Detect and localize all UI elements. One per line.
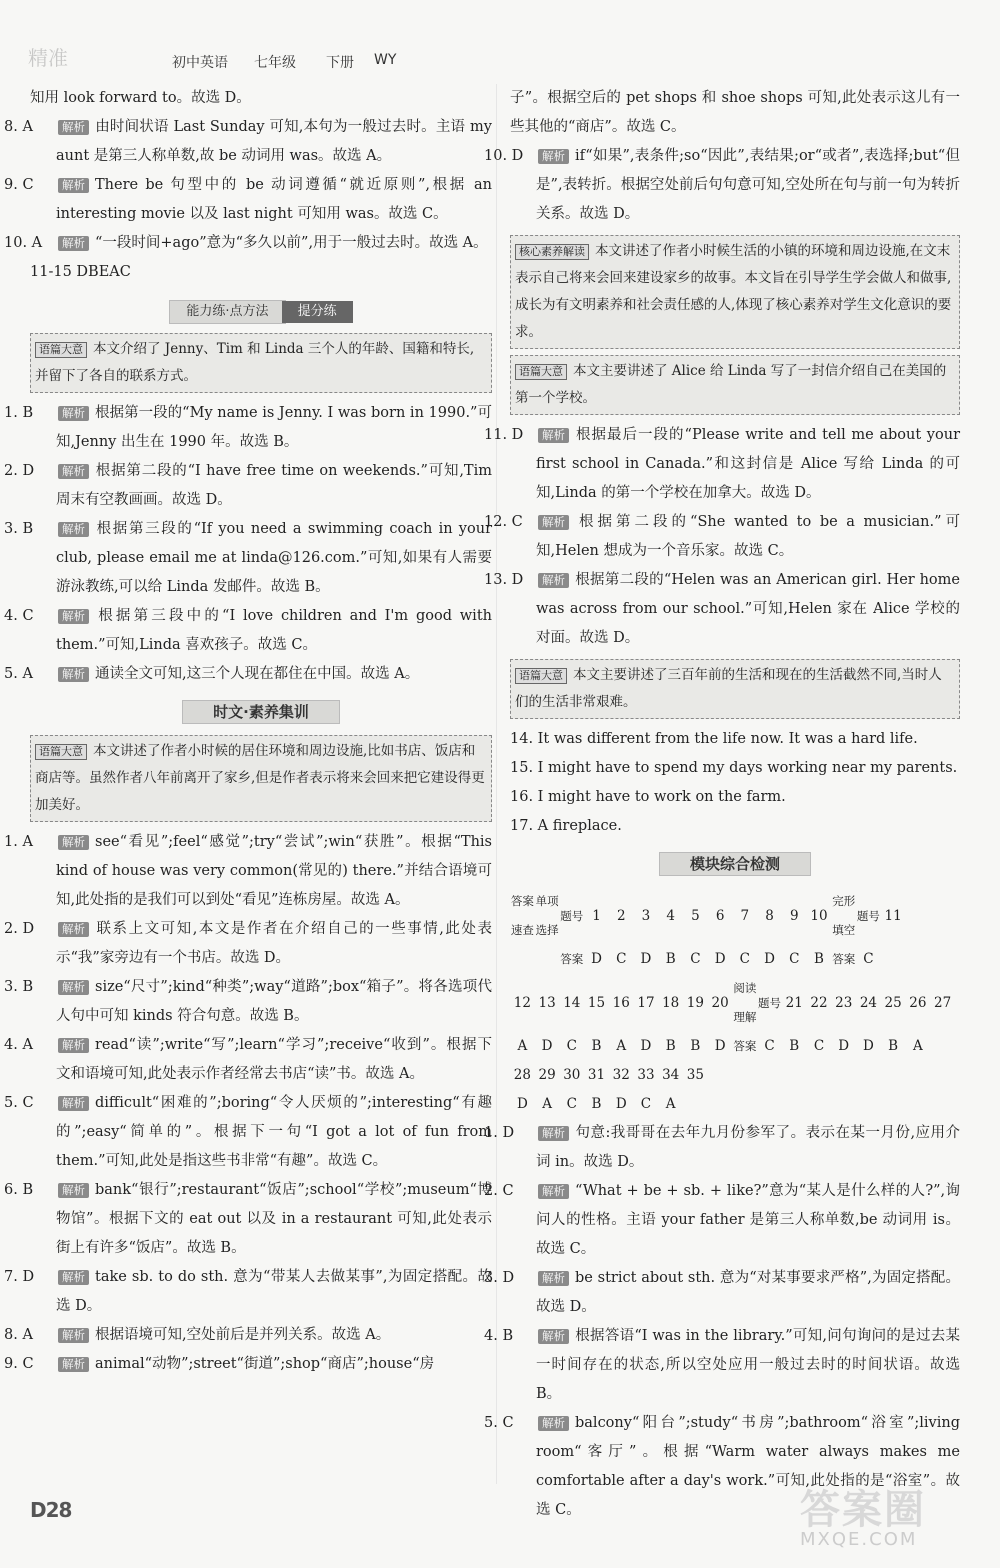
analysis-tag: 解析 bbox=[58, 1357, 89, 1372]
table-cell: A bbox=[542, 1096, 552, 1112]
table-cell: B bbox=[814, 951, 824, 967]
answer-number: 12. C bbox=[484, 514, 523, 530]
summary-text: 本文讲述了作者小时候的居住环境和周边设施,比如书店、饭店和商店等。虽然作者八年前离开了家乡,但是作者表示将来会回来把它建设得更加美好。 bbox=[35, 743, 485, 813]
table-cell: 16 bbox=[612, 994, 630, 1011]
table-cell: 5 bbox=[691, 907, 700, 924]
table-cell: 22 bbox=[810, 994, 828, 1011]
table-cell: B bbox=[665, 951, 676, 967]
table-cell: 27 bbox=[934, 994, 952, 1011]
section-banner-reading bbox=[30, 699, 492, 725]
table-cell: 15 bbox=[587, 994, 606, 1011]
answer-text: 根据语境可知,空处前后是并列关系。故选 A。 bbox=[95, 1327, 391, 1343]
answer-text: 子”。根据空后的 pet shops 和 shoe shops 可知,此处表示这儿有一些其他的“商店”。故选 C。 bbox=[510, 90, 960, 135]
table-cell: D bbox=[640, 951, 652, 967]
table-cell: B bbox=[591, 1096, 602, 1112]
answer-number: 8. A bbox=[4, 1327, 33, 1343]
analysis-tag: 解析 bbox=[58, 1096, 89, 1111]
answer-number: 5. C bbox=[4, 1095, 34, 1111]
table-cell: C bbox=[566, 1038, 577, 1054]
table-row bbox=[510, 887, 955, 945]
answer-item bbox=[30, 258, 492, 287]
answer-text: bank“银行”;restaurant“饭店”;school“学校”;museum“博物馆”。根据下文的 eat out 以及 in a restaurant 可知,此处表示街上有许多“饭店”。故选 B。 bbox=[56, 1182, 492, 1256]
answer-text: animal“动物”;street“街道”;shop“商店”;house“房 bbox=[95, 1356, 435, 1372]
answer-item bbox=[4, 1350, 492, 1379]
table-cell: 10 bbox=[810, 907, 828, 924]
table-cell: 8 bbox=[765, 907, 774, 924]
banner-label: 时文·素养集训 bbox=[182, 700, 340, 724]
answer-text: 句意:我哥哥在去年九月份参军了。表示在某一月份,应用介词 in。故选 D。 bbox=[536, 1125, 960, 1170]
answer-number: 11. D bbox=[484, 427, 524, 443]
answer-text: be strict about sth. 意为“对某事要求严格”,为固定搭配。故选 D。 bbox=[536, 1270, 960, 1315]
answer-number: 6. B bbox=[4, 1182, 34, 1198]
table-cell: 9 bbox=[789, 907, 799, 924]
answer-text: 知用 look forward to。故选 D。 bbox=[30, 90, 251, 106]
answer-text: 根据答语“I was in the library.”可知,问句询问的是过去某一时间存在的状态,所以空处应用一般过去时的时间状语。故选 B。 bbox=[536, 1328, 960, 1402]
table-cell: B bbox=[789, 1038, 800, 1054]
answer-item bbox=[484, 508, 960, 566]
table-cell: 31 bbox=[587, 1067, 606, 1083]
answer-item bbox=[4, 1176, 492, 1263]
analysis-tag: 解析 bbox=[538, 1184, 569, 1199]
analysis-tag: 解析 bbox=[58, 120, 89, 135]
table-cell: 19 bbox=[686, 994, 704, 1011]
table-cell: B bbox=[690, 1038, 701, 1054]
answer-text: take sb. to do sth. 意为“带某人去做某事”,为固定搭配。故选 D。 bbox=[56, 1269, 492, 1314]
banner-label: 能力练·点方法 bbox=[169, 300, 285, 324]
summary-box bbox=[30, 333, 492, 393]
table-cell: C bbox=[690, 951, 701, 967]
answer-item bbox=[4, 457, 492, 515]
answer-text: There be 句型中的 be 动词遵循“就近原则”,根据 an interesting movie 以及 last night 可知用 was。故选 C。 bbox=[56, 177, 492, 222]
answer-item bbox=[484, 566, 960, 653]
analysis-tag: 解析 bbox=[58, 522, 89, 537]
answer-item bbox=[4, 515, 492, 602]
analysis-tag: 解析 bbox=[58, 609, 89, 624]
header-subject: 初中英语 bbox=[172, 55, 228, 71]
analysis-tag: 解析 bbox=[58, 980, 89, 995]
summary-label: 语篇大意 bbox=[35, 744, 87, 760]
summary-box bbox=[510, 355, 960, 415]
table-cell: 23 bbox=[835, 994, 853, 1011]
left-top-answers bbox=[4, 84, 492, 287]
section-banner-module-test bbox=[510, 851, 960, 877]
table-cell bbox=[535, 945, 560, 974]
answer-item bbox=[484, 421, 960, 508]
analysis-tag: 解析 bbox=[538, 428, 569, 443]
table-cell: D bbox=[591, 951, 602, 967]
analysis-tag: 解析 bbox=[538, 149, 569, 164]
summary-label: 语篇大意 bbox=[515, 668, 567, 684]
right-column bbox=[484, 84, 960, 1525]
table-cell: 17 bbox=[637, 994, 655, 1011]
analysis-tag: 解析 bbox=[58, 236, 89, 251]
answer-item bbox=[484, 142, 960, 229]
literacy-text: 本文讲述了作者小时候生活的小镇的环境和周边设施,在文末表示自己将来会回来建设家乡的故事。本文旨在引导学生学会做人和做事,成长为有文明素养和社会责任感的人,体现了核心素养对学生文化意识的要求。 bbox=[515, 243, 952, 340]
table-cell: A bbox=[616, 1038, 627, 1054]
answer-number: 1. D bbox=[484, 1125, 515, 1141]
answer-text: “一段时间+ago”意为“多久以前”,用于一般过去时。故选 A。 bbox=[95, 235, 488, 251]
summary-text: 本文主要讲述了三百年前的生活和现在的生活截然不同,当时人们的生活非常艰难。 bbox=[515, 667, 942, 710]
answer-item bbox=[4, 915, 492, 973]
analysis-tag: 解析 bbox=[538, 1126, 569, 1141]
answer-number: 1. B bbox=[4, 405, 34, 421]
table-cell: 11 bbox=[884, 907, 902, 924]
table-cell: 18 bbox=[662, 994, 680, 1011]
summary-box bbox=[30, 735, 492, 822]
answer-text: size“尺寸”;kind“种类”;way“道路”;box“箱子”。将各选项代人句中可知 kinds 符合句意。故选 B。 bbox=[56, 979, 492, 1024]
table-cell: D bbox=[863, 1038, 874, 1054]
answer-item bbox=[4, 399, 492, 457]
section-banner-ability bbox=[30, 297, 492, 323]
answer-item bbox=[4, 828, 492, 915]
answer-text: 联系上文可知,本文是作者在介绍自己的一些事情,此处表示“我”家旁边有一个书店。故选 D。 bbox=[56, 921, 492, 966]
series-logo: 精准 bbox=[28, 46, 68, 70]
table-cell: 完形填空 bbox=[832, 894, 856, 937]
answer-number: 13. D bbox=[484, 572, 524, 588]
analysis-tag: 解析 bbox=[58, 1183, 89, 1198]
answer-number: 5. C bbox=[484, 1415, 514, 1431]
watermark-url: MXQE.COM bbox=[800, 1529, 918, 1550]
table-cell: 21 bbox=[785, 994, 803, 1011]
answer-number: 10. D bbox=[484, 148, 524, 164]
analysis-tag: 解析 bbox=[58, 406, 89, 421]
analysis-tag: 解析 bbox=[538, 515, 569, 530]
answer-item bbox=[4, 113, 492, 171]
table-row bbox=[510, 1061, 955, 1090]
analysis-tag: 解析 bbox=[58, 1270, 89, 1285]
table-cell: 33 bbox=[637, 1067, 655, 1083]
answer-item bbox=[484, 1177, 960, 1264]
answer-number: 3. B bbox=[4, 521, 34, 537]
analysis-tag: 解析 bbox=[58, 1328, 89, 1343]
answer-number: 9. C bbox=[4, 177, 34, 193]
answer-text: balcony“阳台”;study“书房”;bathroom“浴室”;living room“客厅”。根据“Warm water always makes me comfortable after a day's work.”可知,此处指的是“浴室”。故选 C。 bbox=[536, 1415, 960, 1518]
table-cell: 2 bbox=[616, 907, 626, 924]
table-row bbox=[510, 945, 955, 974]
answer-text: if“如果”,表条件;so“因此”,表结果;or“或者”,表选择;but“但是”,表转折。根据空处前后句句意可知,空处所在句与前一句为转折关系。故选 D。 bbox=[536, 148, 960, 222]
header-edition: WY bbox=[374, 52, 397, 68]
answer-text: 根据第二段的“I have free time on weekends.”可知,Tim 周末有空教画画。故选 D。 bbox=[56, 463, 492, 508]
table-cell: 34 bbox=[662, 1067, 680, 1083]
table-cell: 答案速查 bbox=[510, 894, 534, 937]
answer-number: 9. C bbox=[4, 1356, 34, 1372]
answer-item bbox=[4, 1321, 492, 1350]
answer-number: 4. B bbox=[484, 1328, 514, 1344]
short-answer: 17. A fireplace. bbox=[510, 818, 622, 834]
analysis-tag: 解析 bbox=[58, 835, 89, 850]
banner-tag: 提分练 bbox=[282, 301, 353, 323]
table-cell: 26 bbox=[909, 994, 927, 1011]
answer-number: 2. D bbox=[4, 921, 35, 937]
table-row bbox=[510, 1090, 955, 1119]
table-cell: 7 bbox=[740, 907, 750, 924]
answer-text: 根据第二段的“She wanted to be a musician.”可知,Helen 想成为一个音乐家。故选 C。 bbox=[536, 514, 960, 559]
table-cell: 35 bbox=[686, 1067, 704, 1083]
page-header bbox=[0, 42, 1000, 78]
analysis-tag: 解析 bbox=[58, 1038, 89, 1053]
table-cell: B bbox=[665, 1038, 676, 1054]
table-cell: B bbox=[888, 1038, 899, 1054]
table-cell: 1 bbox=[592, 907, 601, 924]
analysis-tag: 解析 bbox=[538, 1416, 569, 1431]
answer-text: difficult“困难的”;boring“令人厌烦的”;interesting“有趣的”;easy“简单的”。根据下一句“I got a lot of fun from them.”可知,此处是指这些书非常“有趣”。故选 C。 bbox=[56, 1095, 492, 1169]
table-cell: D bbox=[541, 1038, 553, 1054]
answer-group bbox=[484, 1119, 960, 1525]
summary-label: 语篇大意 bbox=[35, 342, 87, 358]
answer-number: 3. B bbox=[4, 979, 34, 995]
table-cell: D bbox=[714, 951, 726, 967]
answer-group bbox=[4, 399, 492, 689]
answer-number: 5. A bbox=[4, 666, 33, 682]
answer-item bbox=[484, 1264, 960, 1322]
watermark bbox=[800, 1478, 980, 1558]
table-cell: C bbox=[739, 951, 750, 967]
answer-number: 7. D bbox=[4, 1269, 35, 1285]
table-cell: 3 bbox=[641, 907, 651, 924]
analysis-tag: 解析 bbox=[538, 1271, 569, 1286]
table-cell: D bbox=[764, 951, 775, 967]
answer-item bbox=[484, 1119, 960, 1177]
table-cell: A bbox=[517, 1038, 528, 1054]
table-cell: 答案 bbox=[560, 952, 584, 966]
answer-text: see“看见”;feel“感觉”;try“尝试”;win“获胜”。根据“This kind of house was very common(常见的) there.”并结合语境可知,此处指的是我们可以到处“看见”连栋房屋。故选 A。 bbox=[56, 834, 492, 908]
answer-text: “What + be + sb. + like?”意为“某人是什么样的人?”,询问人的性格。主语 your father 是第三人称单数,be 动词用 is。故选 C。 bbox=[536, 1183, 960, 1257]
table-cell: 题号 bbox=[856, 908, 880, 923]
answer-text: 由时间状语 Last Sunday 可知,本句为一般过去时。主语 my aunt 是第三人称单数,故 be 动词用 was。故选 A。 bbox=[56, 119, 492, 164]
answer-item bbox=[484, 1322, 960, 1409]
short-answer: 16. I might have to work on the farm. bbox=[510, 789, 786, 805]
answer-text: 根据第二段的“Helen was an American girl. Her home was across from our school.”可知,Helen 家在 Alice 学校的对面。故选 D。 bbox=[536, 572, 960, 646]
answer-item bbox=[4, 229, 492, 258]
header-grade: 七年级 bbox=[254, 55, 296, 71]
table-cell bbox=[510, 945, 535, 974]
table-cell: C bbox=[789, 951, 800, 967]
table-cell: D bbox=[516, 1096, 528, 1112]
table-cell: C bbox=[566, 1096, 577, 1112]
answer-quick-table bbox=[510, 887, 955, 1119]
answer-number: 4. A bbox=[4, 1037, 33, 1053]
answer-item bbox=[4, 1089, 492, 1176]
analysis-tag: 解析 bbox=[58, 464, 89, 479]
table-cell: 题号 bbox=[560, 908, 584, 923]
table-cell: 30 bbox=[563, 1067, 581, 1083]
table-cell: D bbox=[714, 1038, 726, 1054]
answer-number: 2. C bbox=[484, 1183, 514, 1199]
answer-number: 2. D bbox=[4, 463, 35, 479]
table-cell: 24 bbox=[859, 994, 878, 1011]
table-cell: 25 bbox=[884, 994, 902, 1011]
table-cell: 12 bbox=[513, 994, 531, 1011]
summary-text: 本文介绍了 Jenny、Tim 和 Linda 三个人的年龄、国籍和特长,并留下了各自的联系方式。 bbox=[35, 341, 475, 384]
analysis-tag: 解析 bbox=[538, 1329, 569, 1344]
table-row bbox=[510, 1032, 955, 1061]
table-cell: 29 bbox=[538, 1067, 556, 1083]
page-number: D28 bbox=[30, 1498, 72, 1522]
analysis-tag: 解析 bbox=[58, 922, 89, 937]
table-cell: 32 bbox=[612, 1067, 630, 1083]
answer-number: 10. A bbox=[4, 235, 43, 251]
answer-number: 3. D bbox=[484, 1270, 515, 1286]
table-cell: D bbox=[838, 1038, 850, 1054]
watermark-logo: 答案圈 bbox=[800, 1487, 926, 1533]
table-cell: 4 bbox=[666, 907, 675, 924]
table-cell: 6 bbox=[715, 907, 725, 924]
answer-text: 根据第三段中的“I love children and I'm good with them.”可知,Linda 喜欢孩子。故选 C。 bbox=[56, 608, 492, 653]
answer-item bbox=[30, 84, 492, 113]
answer-item bbox=[4, 660, 492, 689]
banner-label: 模块综合检测 bbox=[659, 852, 811, 876]
summary-text: 本文主要讲述了 Alice 给 Linda 写了一封信介绍自己在美国的第一个学校。 bbox=[515, 363, 947, 406]
answer-item bbox=[4, 1031, 492, 1089]
table-cell: C bbox=[863, 951, 874, 967]
table-cell: 28 bbox=[513, 1067, 531, 1083]
answer-item bbox=[510, 84, 960, 142]
answer-text: 根据第一段的“My name is Jenny. I was born in 1990.”可知,Jenny 出生在 1990 年。故选 B。 bbox=[56, 405, 492, 450]
short-answers bbox=[510, 725, 960, 841]
table-cell: 题号 bbox=[758, 995, 782, 1010]
table-cell: D bbox=[615, 1096, 627, 1112]
answer-text: read“读”;write“写”;learn“学习”;receive“收到”。根据下文和语境可知,此处表示作者经常去书店“读”书。故选 A。 bbox=[56, 1037, 492, 1082]
literacy-label: 核心素养解读 bbox=[515, 244, 589, 260]
summary-box bbox=[510, 659, 960, 719]
answer-item bbox=[4, 602, 492, 660]
answer-text: 根据第三段的“If you need a swimming coach in your club, please email me at linda@126.com.”可知,如果有人需要游泳教练,可以给 Linda 发邮件。故选 B。 bbox=[56, 521, 492, 595]
summary-label: 语篇大意 bbox=[515, 364, 567, 380]
answer-item bbox=[4, 973, 492, 1031]
table-cell: C bbox=[813, 1038, 825, 1054]
analysis-tag: 解析 bbox=[58, 178, 89, 193]
header-volume: 下册 bbox=[326, 55, 354, 71]
table-cell: 13 bbox=[538, 994, 556, 1011]
table-cell: A bbox=[665, 1096, 676, 1112]
answer-group bbox=[484, 421, 960, 653]
answer-item bbox=[4, 171, 492, 229]
answer-number: 1. A bbox=[4, 834, 33, 850]
table-row bbox=[510, 974, 955, 1032]
table-cell: A bbox=[912, 1038, 923, 1054]
right-top-answers bbox=[484, 84, 960, 229]
answer-text: 根据最后一段的“Please write and tell me about your first school in Canada.”和这封信是 Alice 写给 Linda 的可知,Linda 的第一个学校在加拿大。故选 D。 bbox=[536, 427, 960, 501]
table-cell: C bbox=[640, 1096, 652, 1112]
table-cell: C bbox=[764, 1038, 775, 1054]
short-answer: 15. I might have to spend my days working near my parents. bbox=[510, 760, 958, 776]
table-cell: 14 bbox=[563, 994, 581, 1011]
table-cell: 20 bbox=[711, 994, 729, 1011]
answer-number: 4. C bbox=[4, 608, 34, 624]
answer-number: 8. A bbox=[4, 119, 33, 135]
table-cell: B bbox=[591, 1038, 602, 1054]
answer-group bbox=[4, 828, 492, 1379]
table-cell: D bbox=[640, 1038, 652, 1054]
table-cell: 答案 bbox=[733, 1039, 757, 1053]
analysis-tag: 解析 bbox=[538, 573, 569, 588]
analysis-tag: 解析 bbox=[58, 667, 89, 682]
answer-item bbox=[4, 1263, 492, 1321]
table-cell: 答案 bbox=[832, 952, 856, 966]
table-cell: 单项选择 bbox=[535, 894, 559, 937]
short-answer: 14. It was different from the life now. It was a hard life. bbox=[510, 731, 918, 747]
answer-text: 通读全文可知,这三个人现在都住在中国。故选 A。 bbox=[95, 666, 420, 682]
literacy-box bbox=[510, 235, 960, 349]
table-cell: 阅读理解 bbox=[733, 981, 757, 1024]
table-cell: C bbox=[616, 951, 627, 967]
left-column bbox=[4, 84, 492, 1379]
answer-text: 11-15 DBEAC bbox=[30, 264, 131, 280]
